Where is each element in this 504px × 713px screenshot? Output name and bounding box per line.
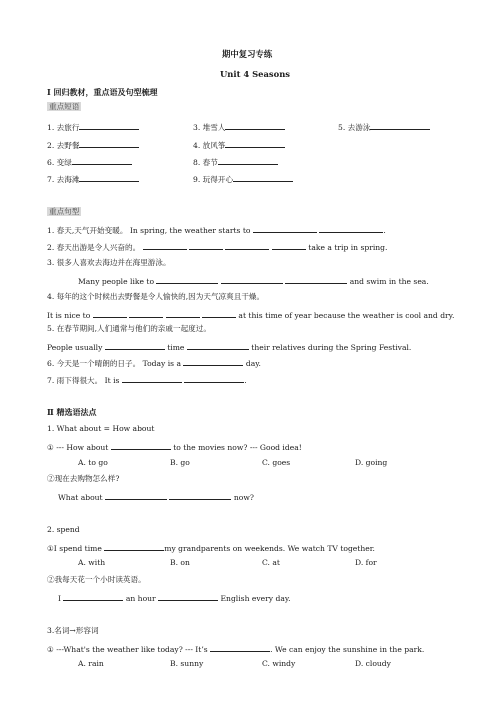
phrase-item: 7. 去海滩	[47, 173, 139, 185]
grammar-2-translation: ②我每天花一个小时读英语。	[47, 575, 146, 584]
answer-blank[interactable]	[79, 173, 139, 182]
answer-blank[interactable]	[184, 374, 244, 383]
answer-blank[interactable]	[225, 121, 285, 130]
answer-blank[interactable]	[111, 441, 171, 450]
option-b[interactable]: B. go	[170, 458, 190, 467]
option-a[interactable]: A. with	[78, 558, 106, 567]
phrase-item: 5. 去游泳	[338, 121, 430, 133]
option-b[interactable]: B. sunny	[170, 659, 204, 668]
option-c[interactable]: C. goes	[262, 458, 291, 467]
sentence-6: 6. 今天是一个晴朗的日子。 Today is a day.	[47, 359, 261, 368]
grammar-1-title: 1. What about = How about	[47, 424, 155, 433]
grammar-2-translation-english: I an hour English every day.	[58, 594, 291, 603]
grammar-2-title: 2. spend	[47, 525, 80, 534]
sentence-2: 2. 春天出游是令人兴奋的。 take a trip in spring.	[47, 243, 388, 252]
answer-blank[interactable]	[143, 241, 187, 250]
unit-subtitle: Unit 4 Seasons	[220, 69, 291, 79]
answer-blank[interactable]	[319, 224, 383, 233]
tag-key-phrases: 重点短语	[49, 102, 80, 111]
answer-blank[interactable]	[105, 491, 167, 500]
phrase-item: 6. 变绿	[47, 156, 132, 168]
answer-blank[interactable]	[104, 542, 164, 551]
sentence-3-english: Many people like to and swim in the sea.	[78, 277, 429, 286]
answer-blank[interactable]	[63, 592, 123, 601]
option-a[interactable]: A. to go	[78, 458, 108, 467]
tag-key-sentences: 重点句型	[49, 207, 80, 216]
answer-blank[interactable]	[79, 121, 139, 130]
answer-blank[interactable]	[169, 491, 231, 500]
answer-blank[interactable]	[253, 224, 317, 233]
answer-blank[interactable]	[225, 241, 269, 250]
answer-blank[interactable]	[189, 241, 223, 250]
answer-blank[interactable]	[218, 156, 278, 165]
answer-blank[interactable]	[166, 309, 200, 318]
answer-blank[interactable]	[105, 341, 165, 350]
option-c[interactable]: C. windy	[262, 659, 296, 668]
answer-blank[interactable]	[210, 643, 270, 652]
option-b[interactable]: B. on	[170, 558, 190, 567]
answer-blank[interactable]	[225, 139, 285, 148]
grammar-3-title: 3.名词→形容词	[47, 626, 99, 635]
grammar-3-question: ① ---What's the weather like today? --- It’s . We can enjoy the sunshine in the park.	[47, 645, 425, 654]
option-c[interactable]: C. at	[262, 558, 280, 567]
answer-blank[interactable]	[129, 309, 163, 318]
phrase-item: 3. 堆雪人	[193, 121, 285, 133]
answer-blank[interactable]	[187, 341, 249, 350]
option-d[interactable]: D. going	[355, 458, 388, 467]
answer-blank[interactable]	[285, 275, 347, 284]
option-d[interactable]: D. for	[355, 558, 377, 567]
phrase-item: 8. 春节	[193, 156, 278, 168]
answer-blank[interactable]	[156, 275, 218, 284]
option-d[interactable]: D. cloudy	[355, 659, 391, 668]
answer-blank[interactable]	[158, 592, 218, 601]
grammar-2-question: ①I spend time my grandparents on weekends. We watch TV together.	[47, 544, 375, 553]
answer-blank[interactable]	[79, 139, 139, 148]
section-heading-review: Ⅰ 回归教材，重点语及句型梳理	[47, 87, 158, 97]
grammar-1-question: ① --- How about to the movies now? --- Good idea!	[47, 443, 302, 452]
sentence-4-english: It is nice to at this time of year because the weather is cool and dry.	[47, 311, 455, 320]
phrase-item: 1. 去旅行	[47, 121, 139, 133]
section-heading-grammar: Ⅱ 精选语法点	[47, 407, 97, 417]
answer-blank[interactable]	[202, 309, 236, 318]
phrase-item: 2. 去野餐	[47, 139, 139, 151]
sentence-3: 3. 很多人喜欢去海边并在海里游泳。	[47, 258, 171, 267]
answer-blank[interactable]	[122, 374, 182, 383]
sentence-5: 5. 在春节期间,人们通常与他们的亲戚一起度过。	[47, 324, 211, 333]
answer-blank[interactable]	[183, 357, 243, 366]
answer-blank[interactable]	[272, 241, 306, 250]
phrase-item: 4. 放风筝	[193, 139, 285, 151]
answer-blank[interactable]	[72, 156, 132, 165]
sentence-7: 7. 雨下得很大。 It is .	[47, 376, 247, 385]
answer-blank[interactable]	[233, 173, 293, 182]
option-a[interactable]: A. rain	[78, 659, 104, 668]
page-title: 期中复习专练	[222, 49, 273, 59]
sentence-4: 4. 每年的这个时候出去野餐是令人愉快的,因为天气凉爽且干燥。	[47, 292, 265, 301]
sentence-1: 1. 春天,天气开始变暖。 In spring, the weather starts to .	[47, 226, 386, 235]
answer-blank[interactable]	[370, 121, 430, 130]
sentence-5-english: People usually time their relatives during the Spring Festival.	[47, 343, 412, 352]
grammar-1-translation: ②现在去购物怎么样?	[47, 474, 120, 483]
grammar-1-translation-english: What about now?	[58, 493, 254, 502]
phrase-item: 9. 玩得开心	[193, 173, 293, 185]
answer-blank[interactable]	[93, 309, 127, 318]
answer-blank[interactable]	[221, 275, 283, 284]
